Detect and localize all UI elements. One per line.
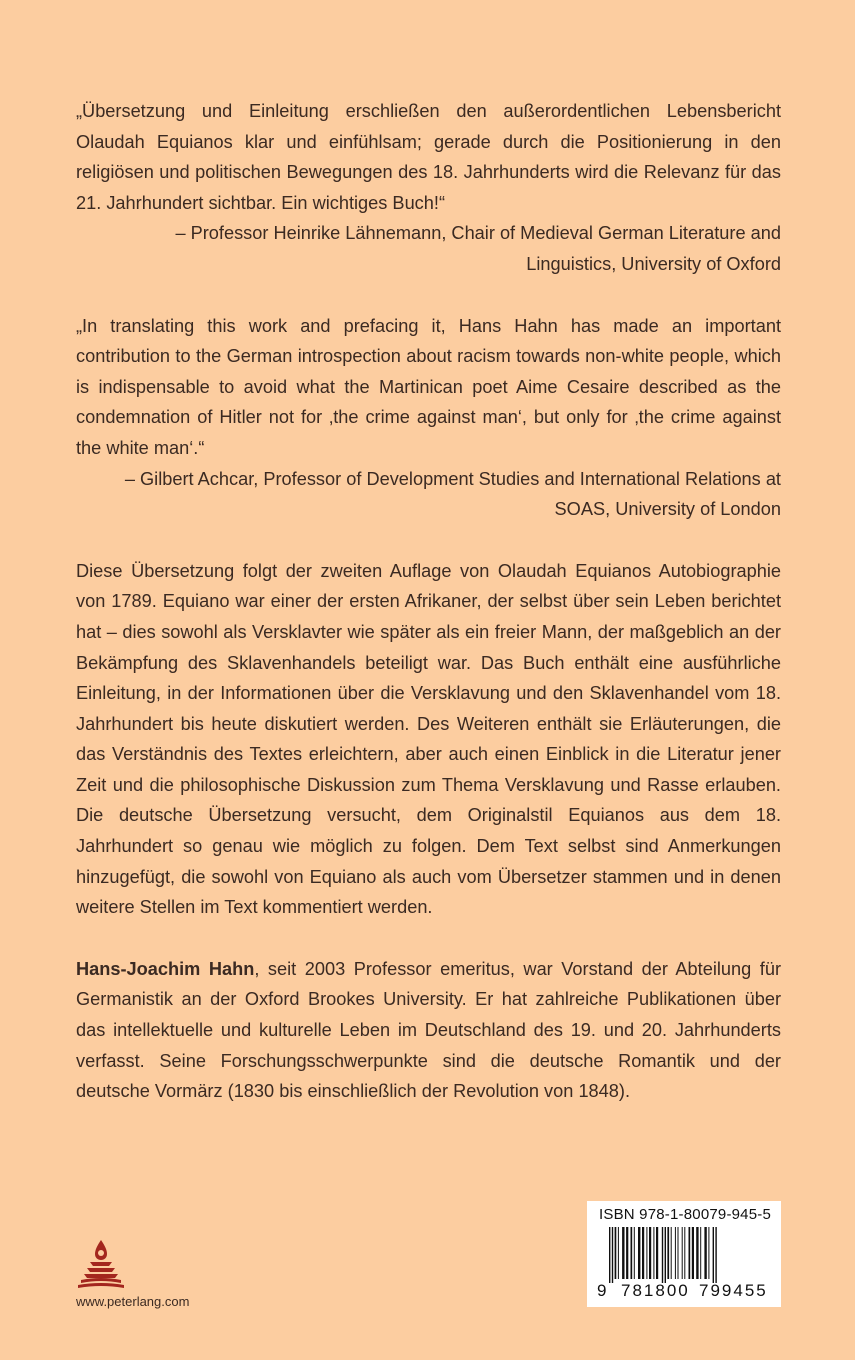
barcode-bar [646, 1227, 647, 1279]
quote-1-text: „Übersetzung und Einleitung erschließen den außerordentlichen Lebensbericht Olaudah Equianos klar und einfühlsam; gerade durch die Positionierung in den religiösen und politischen Bewegungen des 18. Jahrhunderts wird die Relevanz für das 21. Jahrhundert sichtbar. Ein wichtiges Buch!“ [76, 101, 781, 213]
barcode-bar [649, 1227, 651, 1279]
isbn-barcode [587, 1201, 781, 1307]
barcode-bar [631, 1227, 633, 1279]
back-cover-text [76, 96, 781, 1138]
barcode-bar [653, 1227, 654, 1279]
quote-1 [76, 96, 781, 280]
quote-2-attribution-line-1: – Gilbert Achcar, Professor of Development Studies and International Relations at [124, 468, 781, 489]
barcode-bar [609, 1227, 610, 1283]
description-text: Diese Übersetzung folgt der zweiten Auflage von Olaudah Equianos Autobiographie von 1789. Equiano war einer der ersten Afrikaner, der selbst über sein Leben berichtet hat – dies sowohl als Versklavter wie später als ein freier Mann, der maßgeblich an der Bekämpfung des Sklavenhandels beteiligt war. Das Buch enthält eine ausführliche Einleitung, in der Informationen über die Versklavung und den Sklavenhandel vom 18. Jahrhundert bis heute diskutiert werden. Des Weiteren enthält sie Erläuterungen, die das Verständnis des Textes erleichtern, aber auch einen Einblick in die Literatur jener Zeit und die philosophische Diskussion zum Thema Versklavung und Rasse erlauben. Die deutsche Übersetzung versucht, dem Originalstil Equianos aus dem 18. Jahrhundert so genau wie möglich zu folgen. Dem Text selbst sind Anmerkungen hinzugefügt, die sowohl von Equiano als auch vom Übersetzer stammen und in denen weitere Stellen im Text kommentiert werden. [76, 560, 781, 918]
author-name: Hans-Joachim Hahn [76, 958, 255, 979]
quote-2-attribution-line-2: SOAS, University of London [554, 499, 781, 520]
quote-1-attribution-line-2: Linguistics, University of Oxford [526, 253, 781, 274]
barcode-bar [665, 1227, 666, 1283]
barcode-bar [684, 1227, 685, 1279]
isbn-label: ISBN 978-1-80079-945-5 [599, 1206, 772, 1223]
quote-1-attribution-line-1: – Professor Heinrike Lähnemann, Chair of Medieval German Literature and [175, 223, 781, 244]
barcode-bar [692, 1227, 694, 1279]
barcode-bar [675, 1227, 676, 1279]
barcode-bar [671, 1227, 672, 1279]
barcode-bar [713, 1227, 714, 1283]
barcode-bar [708, 1227, 709, 1279]
ean-first-digit: 9 [597, 1281, 607, 1300]
barcode-bar [612, 1227, 613, 1283]
barcode-bars [595, 1227, 775, 1283]
barcode-bar [689, 1227, 691, 1279]
barcode-bar [642, 1227, 644, 1279]
barcode-bar [682, 1227, 683, 1279]
barcode-bar [615, 1227, 617, 1279]
ean-left-group: 781800 [621, 1281, 690, 1300]
barcode-bar [638, 1227, 640, 1279]
publisher-url[interactable]: www.peterlang.com [76, 1294, 190, 1309]
barcode-bar [618, 1227, 619, 1279]
barcode-bar [678, 1227, 679, 1279]
barcode-bar [715, 1227, 716, 1283]
barcode-bar [667, 1227, 669, 1279]
peter-lang-logo-icon [76, 1238, 126, 1292]
bio-text: , seit 2003 Professor emeritus, war Vorstand der Abteilung für Germanistik an der Oxford Brookes University. Er hat zahlreiche Publikationen über das intellektuelle und kulturelle Leben im Deutschland des 19. und 20. Jahrhunderts verfasst. Seine Forschungsschwerpunkte sind die deutsche Romantik und der deutsche Vormärz (1830 bis einschließlich der Revolution von 1848). [76, 958, 782, 1102]
quote-2-text: „In translating this work and prefacing it, Hans Hahn has made an important contribution to the German introspection about racism towards non-white people, which is indispensable to avoid what the Martinican poet Aime Cesaire described as the condemnation of Hitler not for ‚the crime against man‘, but only for ‚the crime against the white man‘.“ [76, 315, 781, 458]
barcode-bar [634, 1227, 635, 1279]
ean-right-group: 799455 [699, 1281, 768, 1300]
author-bio [76, 954, 781, 1107]
barcode-bar [704, 1227, 706, 1279]
barcode-bar [622, 1227, 624, 1279]
book-description [76, 556, 781, 923]
barcode-bar [626, 1227, 628, 1279]
barcode-bar [662, 1227, 663, 1283]
barcode-bar [696, 1227, 698, 1279]
bio-paragraph [76, 954, 781, 1107]
quote-2 [76, 311, 781, 525]
barcode-bar [700, 1227, 701, 1279]
barcode-bar [656, 1227, 658, 1279]
